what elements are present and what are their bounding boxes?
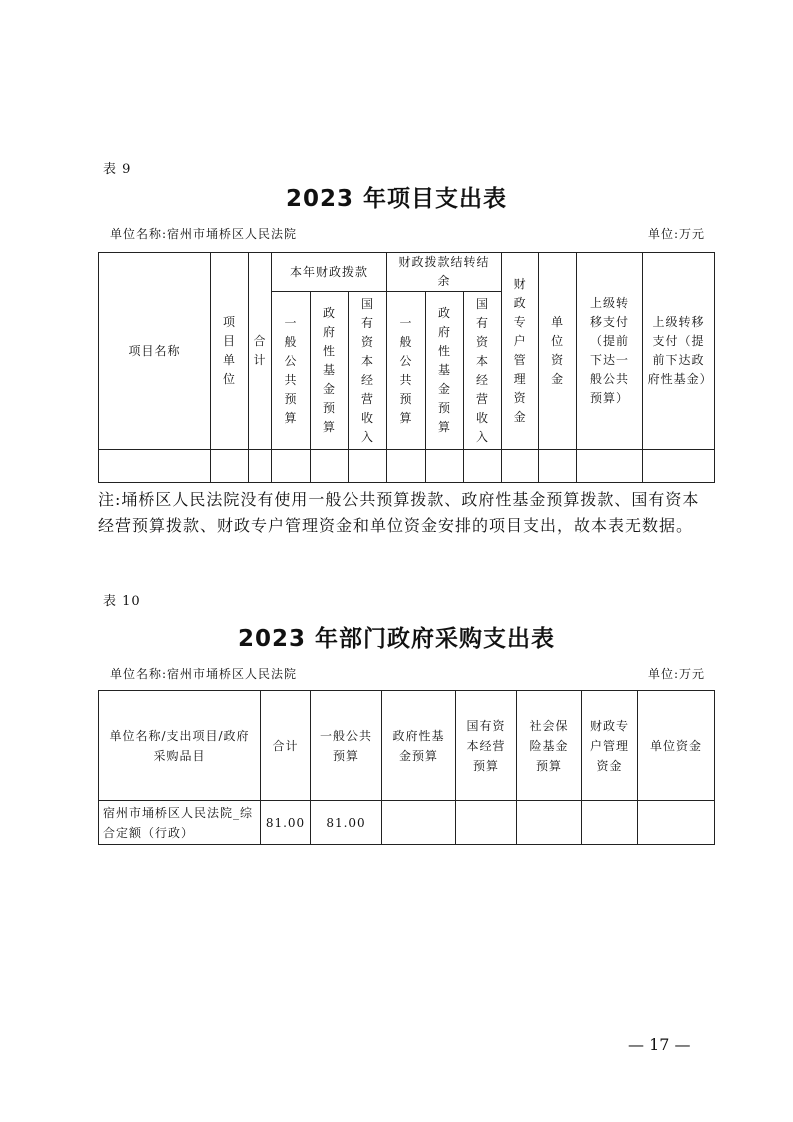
header-gov-fund: 政府性基金预算 — [311, 292, 349, 450]
table-row — [99, 801, 715, 845]
row-name: 宿州市埇桥区人民法院_综合定额（行政） — [99, 801, 261, 845]
header-total: 合计 — [261, 691, 311, 801]
header-carryover: 财政拨款结转结余 — [387, 253, 502, 292]
table10-unit: 单位:万元 — [648, 667, 706, 681]
header-project-name: 项目名称 — [99, 253, 211, 450]
row-total: 81.00 — [261, 801, 311, 845]
table-row — [99, 450, 715, 483]
header-state-capital-2: 国有资本经营收入 — [464, 292, 502, 450]
page-number: — 17 — — [628, 1035, 691, 1054]
header-special-account: 财政专户管理资金 — [582, 691, 638, 801]
header-state-capital: 国有资本经营收入 — [349, 292, 387, 450]
table10 — [98, 690, 715, 845]
header-special-account: 财政专户管理资金 — [502, 253, 539, 450]
header-transfer-general: 上级转移支付（提前下达一般公共预算） — [577, 253, 643, 450]
header-social-insurance: 社会保险基金预算 — [517, 691, 582, 801]
header-total: 合计 — [249, 253, 272, 450]
table9-unit-name: 单位名称:宿州市埇桥区人民法院 — [110, 227, 298, 241]
row-special-account — [582, 801, 638, 845]
header-general-budget-2: 一般公共预算 — [387, 292, 426, 450]
row-gov-fund — [382, 801, 456, 845]
table9 — [98, 252, 715, 483]
header-project-unit: 项目单位 — [211, 253, 249, 450]
header-gov-fund-2: 政府性基金预算 — [426, 292, 464, 450]
row-general-budget: 81.00 — [311, 801, 382, 845]
header-name: 单位名称/支出项目/政府采购品目 — [99, 691, 261, 801]
header-transfer-fund: 上级转移支付（提前下达政府性基金） — [643, 253, 715, 450]
table10-unit-name: 单位名称:宿州市埇桥区人民法院 — [110, 667, 298, 681]
table10-title: 2023 年部门政府采购支出表 — [237, 626, 556, 652]
table9-title: 2023 年项目支出表 — [285, 186, 508, 212]
header-state-capital: 国有资本经营预算 — [456, 691, 517, 801]
header-unit-funds: 单位资金 — [638, 691, 715, 801]
header-general-budget: 一般公共预算 — [272, 292, 311, 450]
table9-note: 注:埇桥区人民法院没有使用一般公共预算拨款、政府性基金预算拨款、国有资本经营预算拨款、财政专户管理资金和单位资金安排的项目支出，故本表无数据。 — [98, 490, 700, 535]
row-social-insurance — [517, 801, 582, 845]
row-state-capital — [456, 801, 517, 845]
header-general-budget: 一般公共预算 — [311, 691, 382, 801]
header-gov-fund: 政府性基金预算 — [382, 691, 456, 801]
row-unit-funds — [638, 801, 715, 845]
header-current-year: 本年财政拨款 — [272, 253, 387, 292]
header-unit-funds: 单位资金 — [539, 253, 577, 450]
table9-unit: 单位:万元 — [648, 227, 706, 241]
table9-label: 表 9 — [103, 162, 132, 177]
table10-label: 表 10 — [103, 594, 141, 609]
